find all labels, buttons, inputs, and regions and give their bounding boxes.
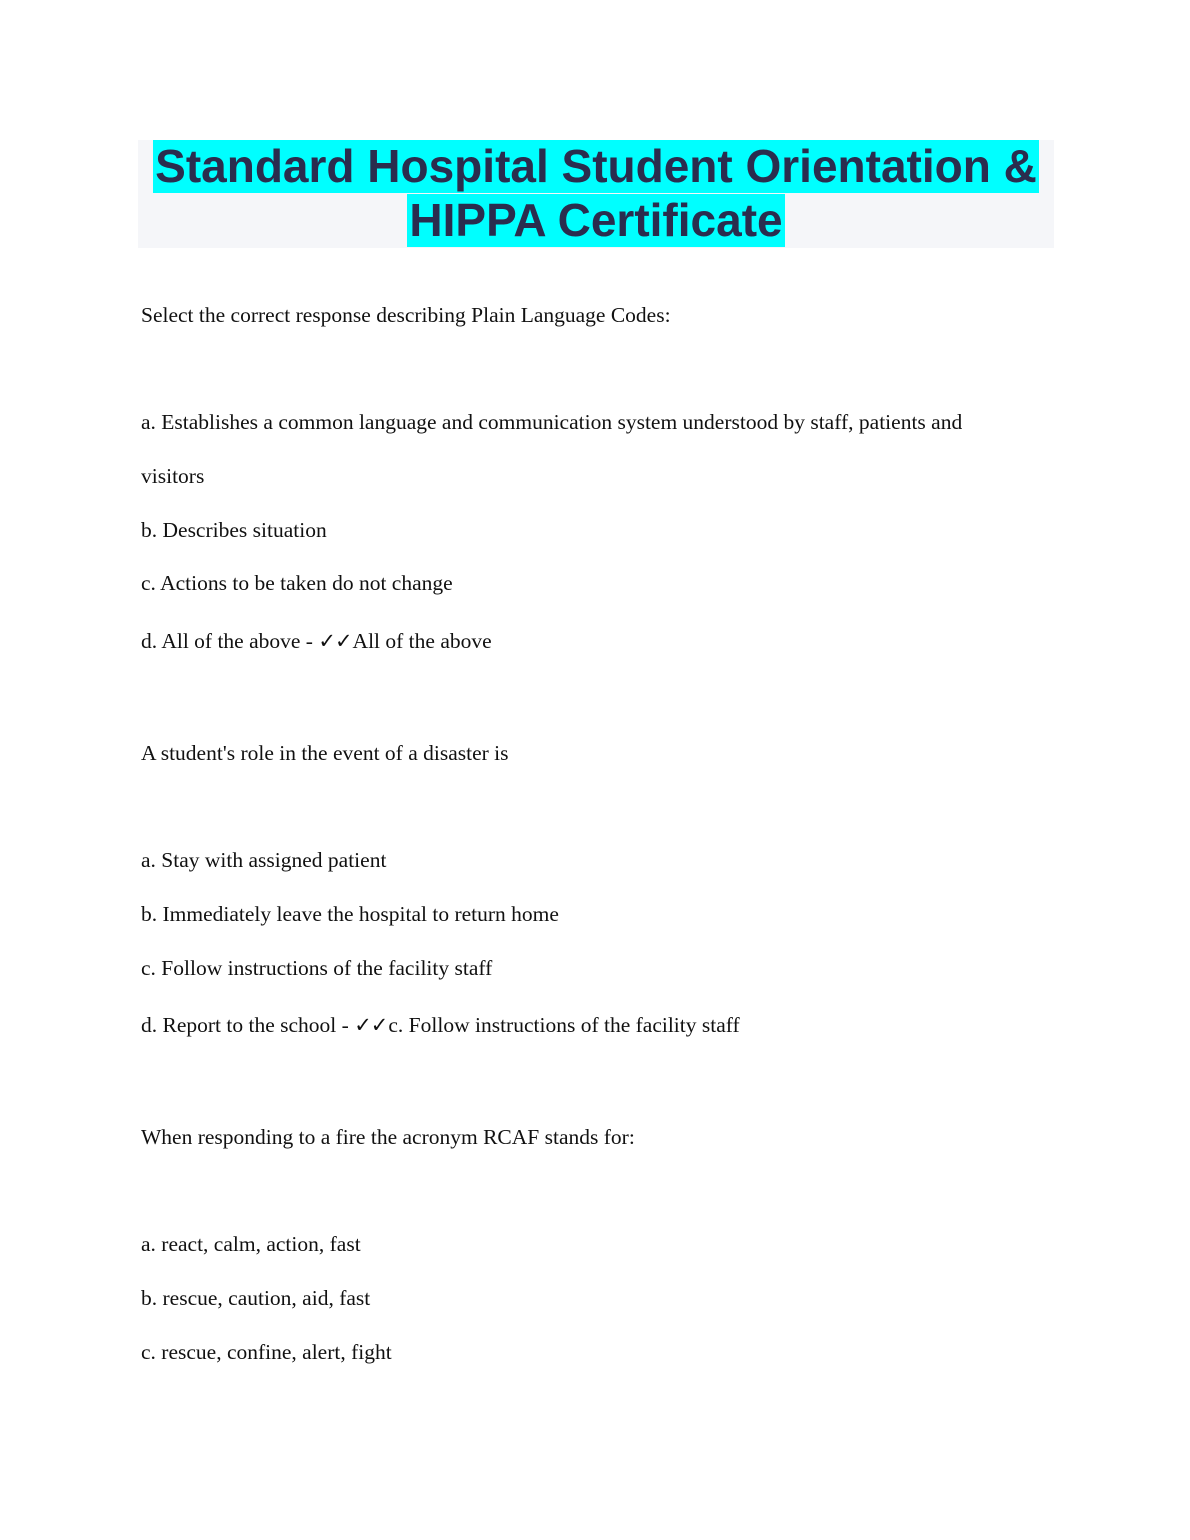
question-3-option-c: c. rescue, confine, alert, fight: [141, 1340, 392, 1364]
question-2-answer: c. Follow instructions of the facility staff: [388, 1013, 740, 1037]
question-2-option-a: a. Stay with assigned patient: [141, 848, 387, 872]
double-check-icon: ✓✓: [354, 1013, 388, 1037]
question-1-option-d: d. All of the above -: [141, 629, 319, 653]
question-2-option-d: d. Report to the school -: [141, 1013, 355, 1037]
question-2-option-b: b. Immediately leave the hospital to return home: [141, 902, 559, 926]
question-3-option-a: a. react, calm, action, fast: [141, 1232, 361, 1256]
document-title: [138, 140, 1054, 248]
question-2-prompt: A student's role in the event of a disaster is: [141, 741, 509, 765]
question-1-answer: All of the above: [352, 629, 492, 653]
question-1-option-d-answer: [141, 628, 492, 654]
question-1-prompt: Select the correct response describing Plain Language Codes:: [141, 303, 671, 327]
question-3-prompt: When responding to a fire the acronym RCAF stands for:: [141, 1125, 635, 1149]
question-2-option-d-answer: [141, 1012, 740, 1038]
question-3-option-b: b. rescue, caution, aid, fast: [141, 1286, 371, 1310]
title-line-1: Standard Hospital Student Orientation &: [155, 140, 1037, 192]
question-1-option-a: a. Establishes a common language and communication system understood by staff, patients and: [141, 410, 963, 434]
question-2-option-c: c. Follow instructions of the facility staff: [141, 956, 493, 980]
title-line-2: HIPPA Certificate: [409, 194, 783, 246]
question-1-option-b: b. Describes situation: [141, 518, 327, 542]
double-check-icon: ✓✓: [318, 629, 352, 653]
question-1-option-c: c. Actions to be taken do not change: [141, 571, 453, 595]
question-1-option-a-cont: visitors: [141, 464, 205, 488]
